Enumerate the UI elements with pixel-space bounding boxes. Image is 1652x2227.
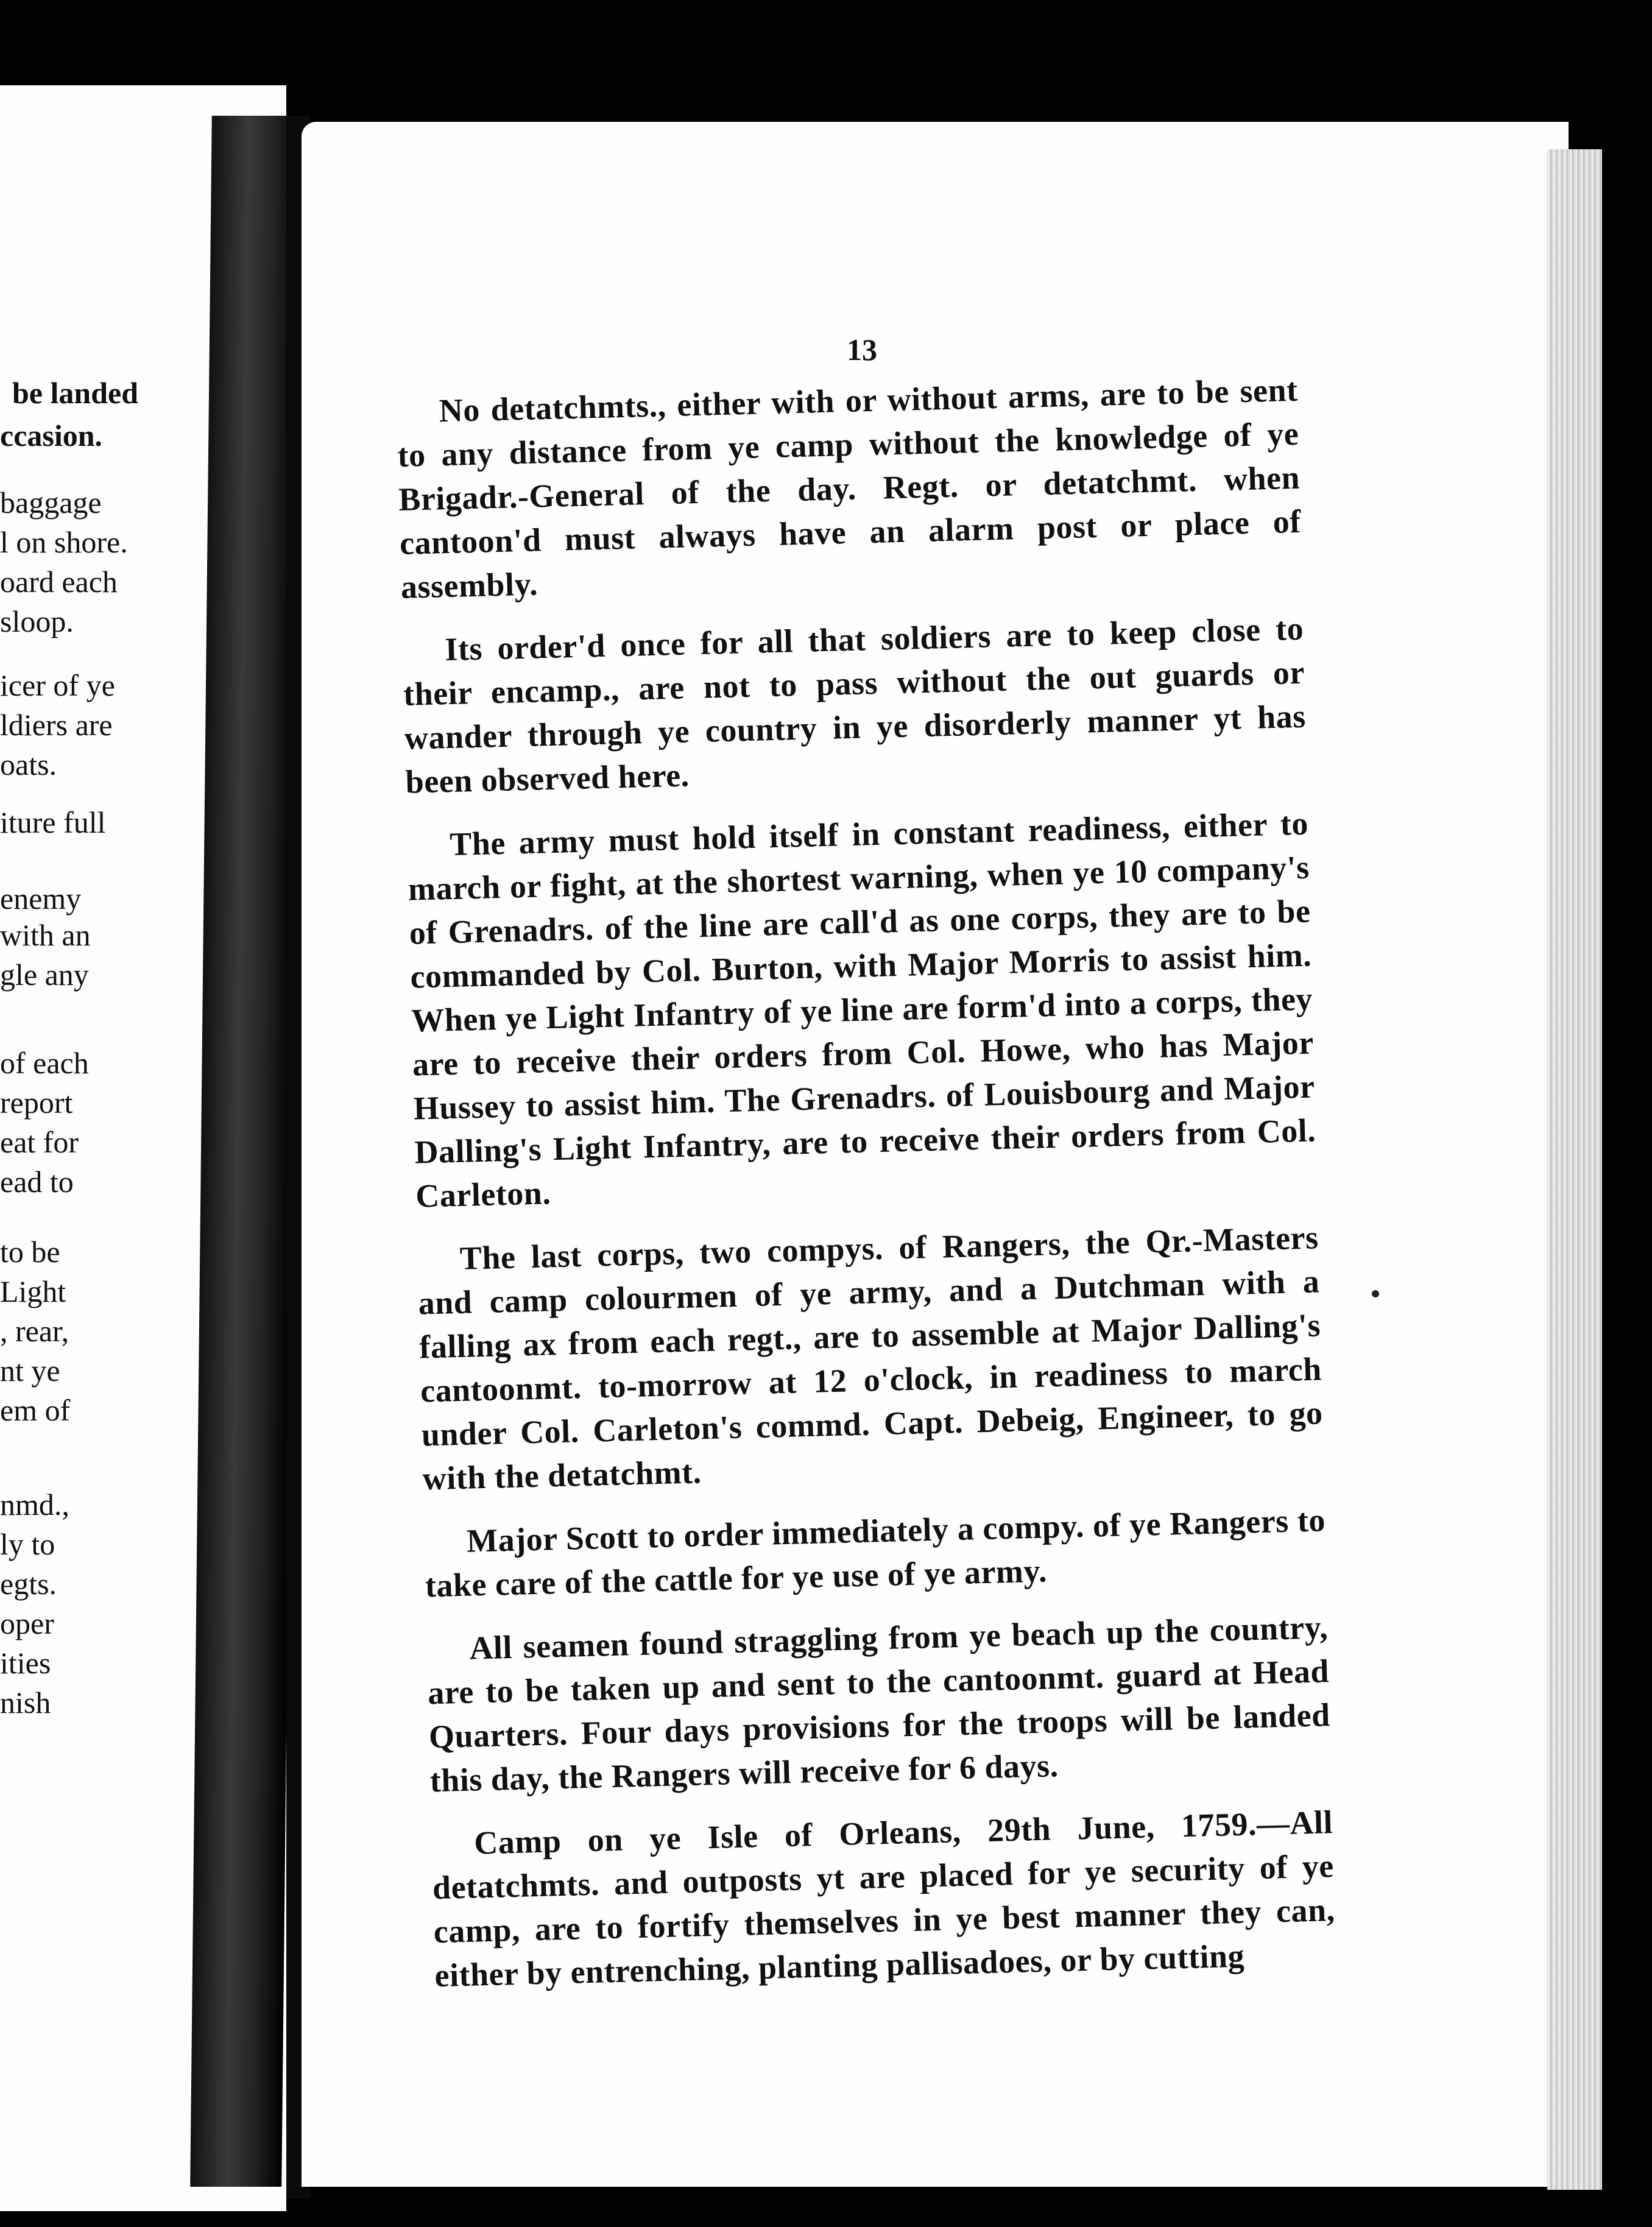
page-edges	[1547, 149, 1602, 2190]
paragraph: The army must hold itself in constant readiness, either to march or fight, at the shortest warning, when ye 10 company's of Grenadrs. of the line are call'd as one corps, they are to be commanded by Col. Burton, with Major Morris to assist him. When ye Light Infantry of ye line are form'd into a corps, they are to receive their orders from Col. Howe, who has Major Hussey to assist him. The Grenadrs. of Louisbourg and Major Dalling's Light Infantry, are to receive their orders from Col. Carleton.	[408, 805, 1316, 1215]
paragraph: Its order'd once for all that soldiers are to keep close to their encamp., are not to pass without the out guards or wander through ye country in ye disorderly manner yt has been observed here.	[403, 610, 1307, 800]
left-page-line: egts.	[0, 1567, 57, 1601]
left-page-line: ccasion.	[0, 418, 103, 453]
paragraph: The last corps, two compys. of Rangers, the Qr.-Masters and camp colourmen of ye army, and a Dutchman with a falling ax from each regt., are to assemble at Major Dalling's cantoonmt. to-morrow at 12 o'clock, in readiness to march under Col. Carleton's commd. Capt. Debeig, Engineer, to go with the detatchmt.	[417, 1219, 1324, 1497]
paragraph: Camp on ye Isle of Orleans, 29th June, 1759.—All detatchmts. and outposts yt are placed for ye security of ye camp, are to fortify themselves in ye best manner they can, either by entrenching, planting pallisadoes, or by cutting	[432, 1804, 1336, 1994]
paragraph: Major Scott to order immediately a compy. of ye Rangers to take care of the cattle for ye use of ye army.	[425, 1502, 1326, 1604]
left-page-line: ldiers are	[0, 708, 113, 742]
left-page-line: ead to	[0, 1165, 74, 1199]
left-page-line: oard each	[0, 565, 118, 599]
left-page-line: gle any	[0, 958, 89, 992]
left-page-line: Light	[0, 1274, 66, 1308]
left-page-line: iture full	[0, 805, 106, 839]
page-number: 13	[847, 333, 877, 367]
paragraph: All seamen found straggling from ye beach up the country, are to be taken up and sent to the cantoonmt. guard at Head Quarters. Four days provisions for the troops will be landed this day, the Rangers will receive for 6 days.	[427, 1609, 1331, 1799]
left-page-line: of each	[0, 1046, 89, 1080]
left-page-line: sloop.	[0, 604, 74, 638]
left-page-line: nmd.,	[0, 1488, 69, 1522]
left-page-line: oats.	[0, 747, 57, 782]
left-page-line: l on shore.	[0, 525, 128, 559]
left-page-line: nt ye	[0, 1353, 60, 1388]
left-page-line: em of	[0, 1393, 71, 1427]
paragraph: No detatchmts., either with or without arms, are to be sent to any distance from ye camp without the knowledge of ye Brigadr.-General of the day. Regt. or detatchmt. when cantoon'd must always have an alarm post or place of assembly.	[397, 371, 1302, 605]
left-page-line: to be	[0, 1235, 60, 1269]
left-page-line: ly to	[0, 1527, 55, 1561]
ink-speck	[1372, 1290, 1379, 1297]
left-page-line: eat for	[0, 1125, 79, 1159]
left-page-line: baggage	[0, 485, 102, 520]
left-page-line: oper	[0, 1606, 54, 1640]
page-body	[396, 368, 1337, 2017]
left-page-line: be landed	[12, 376, 139, 410]
left-page-line: ities	[0, 1646, 51, 1680]
left-page-line: icer of ye	[0, 668, 115, 702]
left-page-line: with an	[0, 918, 91, 952]
left-page-line: nish	[0, 1685, 51, 1720]
left-page-line: enemy	[0, 881, 82, 916]
left-page-line: report	[0, 1085, 73, 1120]
left-page-line: , rear,	[0, 1314, 69, 1348]
